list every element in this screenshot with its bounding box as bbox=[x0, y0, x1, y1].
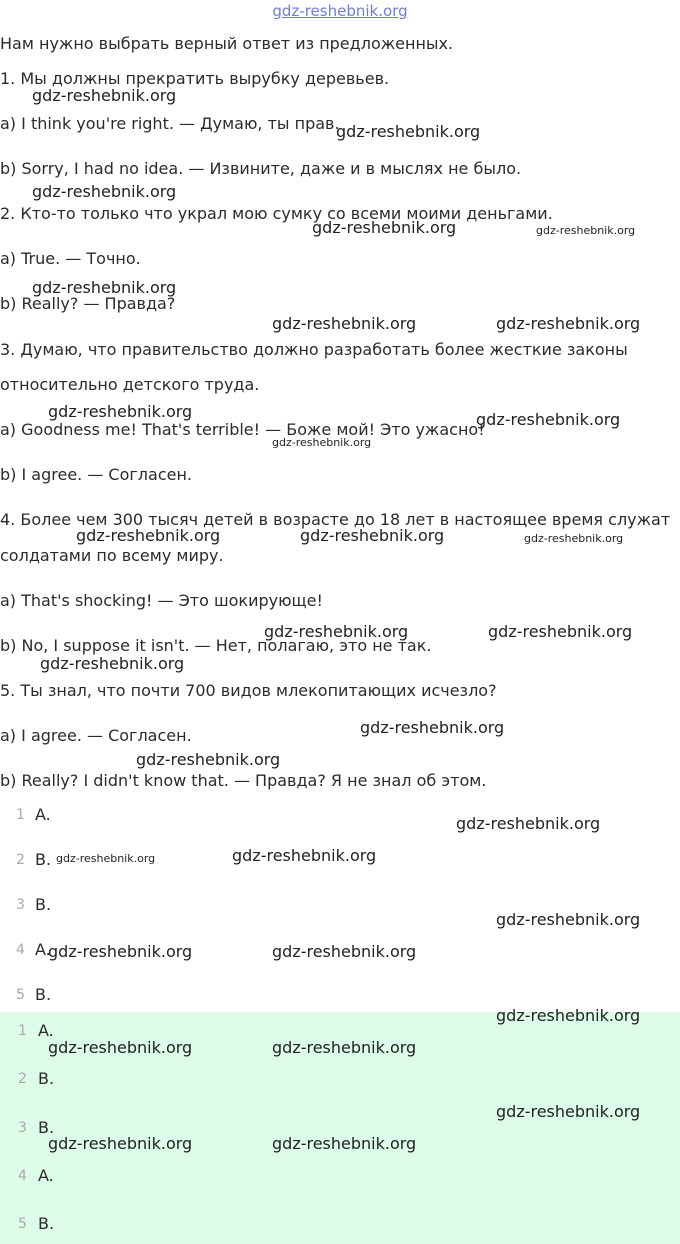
watermark: gdz-reshebnik.org bbox=[360, 718, 505, 737]
correct-answer-value: B. bbox=[38, 1069, 55, 1088]
question-4-option-b: b) No, I suppose it isn't. — Нет, полагаю, это не так. bbox=[0, 636, 432, 655]
watermark: gdz-reshebnik.org bbox=[76, 526, 221, 545]
watermark: gdz-reshebnik.org bbox=[40, 654, 185, 673]
watermark: gdz-reshebnik.org bbox=[32, 86, 177, 105]
watermark: gdz-reshebnik.org bbox=[496, 1102, 641, 1121]
correct-answer-number: 2 bbox=[18, 1071, 27, 1087]
watermark: gdz-reshebnik.org bbox=[48, 942, 193, 961]
watermark: gdz-reshebnik.org bbox=[56, 852, 156, 865]
watermark: gdz-reshebnik.org bbox=[232, 846, 377, 865]
question-5-option-b: b) Really? I didn't know that. — Правда? Я не знал об этом. bbox=[0, 771, 487, 790]
watermark: gdz-reshebnik.org bbox=[272, 942, 417, 961]
question-5-option-a: a) I agree. — Согласен. bbox=[0, 726, 192, 745]
question-4-option-a: a) That's shocking! — Это шокирующе! bbox=[0, 591, 323, 610]
correct-answer-number: 4 bbox=[18, 1168, 27, 1184]
answer-value: A. bbox=[35, 940, 51, 959]
question-3-line-2: относительно детского труда. bbox=[0, 375, 260, 394]
question-3-option-b: b) I agree. — Согласен. bbox=[0, 465, 193, 484]
watermark: gdz-reshebnik.org bbox=[496, 1006, 641, 1025]
correct-answer-value: A. bbox=[38, 1166, 54, 1185]
question-1: 1. Мы должны прекратить вырубку деревьев. bbox=[0, 69, 390, 88]
question-5: 5. Ты знал, что почти 700 видов млекопитающих исчезло? bbox=[0, 681, 497, 700]
answer-value: B. bbox=[35, 985, 52, 1004]
watermark: gdz-reshebnik.org bbox=[536, 224, 636, 237]
answer-value: B. bbox=[35, 850, 52, 869]
answer-number: 1 bbox=[16, 807, 25, 823]
watermark: gdz-reshebnik.org bbox=[264, 622, 409, 641]
question-4-line-1: 4. Более чем 300 тысяч детей в возрасте до 18 лет в настоящее время служат bbox=[0, 510, 671, 529]
watermark: gdz-reshebnik.org bbox=[496, 910, 641, 929]
question-2-option-a: a) True. — Точно. bbox=[0, 249, 141, 268]
watermark: gdz-reshebnik.org bbox=[136, 750, 281, 769]
watermark: gdz-reshebnik.org bbox=[272, 1038, 417, 1057]
intro-text: Нам нужно выбрать верный ответ из предложенных. bbox=[0, 34, 454, 53]
answer-number: 4 bbox=[16, 942, 25, 958]
watermark: gdz-reshebnik.org bbox=[272, 436, 372, 449]
watermark: gdz-reshebnik.org bbox=[524, 532, 624, 545]
correct-answer-number: 1 bbox=[18, 1023, 27, 1039]
watermark: gdz-reshebnik.org bbox=[312, 218, 457, 237]
watermark: gdz-reshebnik.org bbox=[300, 526, 445, 545]
correct-answer-value: B. bbox=[38, 1214, 55, 1233]
answer-number: 3 bbox=[16, 897, 25, 913]
question-3-option-a: a) Goodness me! That's terrible! — Боже мой! Это ужасно! bbox=[0, 420, 485, 439]
watermark: gdz-reshebnik.org bbox=[488, 622, 633, 641]
watermark: gdz-reshebnik.org bbox=[336, 122, 481, 141]
question-4-line-2: солдатами по всему миру. bbox=[0, 546, 224, 565]
watermark: gdz-reshebnik.org bbox=[32, 182, 177, 201]
watermark: gdz-reshebnik.org bbox=[48, 1134, 193, 1153]
question-3-line-1: 3. Думаю, что правительство должно разработать более жесткие законы bbox=[0, 340, 628, 359]
answer-number: 2 bbox=[16, 852, 25, 868]
watermark: gdz-reshebnik.org bbox=[496, 314, 641, 333]
watermark: gdz-reshebnik.org bbox=[48, 402, 193, 421]
watermark: gdz-reshebnik.org bbox=[272, 314, 417, 333]
correct-answer-value: B. bbox=[38, 1118, 55, 1137]
question-2-option-b: b) Really? — Правда? bbox=[0, 294, 176, 313]
correct-answer-number: 3 bbox=[18, 1120, 27, 1136]
correct-answer-value: A. bbox=[38, 1021, 54, 1040]
watermark: gdz-reshebnik.org bbox=[32, 278, 177, 297]
question-1-option-b: b) Sorry, I had no idea. — Извините, даже и в мыслях не было. bbox=[0, 159, 522, 178]
watermark: gdz-reshebnik.org bbox=[456, 814, 601, 833]
answer-value: A. bbox=[35, 805, 51, 824]
site-link[interactable]: gdz-reshebnik.org bbox=[272, 2, 408, 20]
watermark: gdz-reshebnik.org bbox=[476, 410, 621, 429]
answer-value: B. bbox=[35, 895, 52, 914]
question-1-option-a: a) I think you're right. — Думаю, ты прав. bbox=[0, 114, 340, 133]
watermark: gdz-reshebnik.org bbox=[272, 1134, 417, 1153]
watermark: gdz-reshebnik.org bbox=[48, 1038, 193, 1057]
question-2: 2. Кто-то только что украл мою сумку со всеми моими деньгами. bbox=[0, 204, 553, 223]
correct-answer-number: 5 bbox=[18, 1216, 27, 1232]
answer-number: 5 bbox=[16, 987, 25, 1003]
